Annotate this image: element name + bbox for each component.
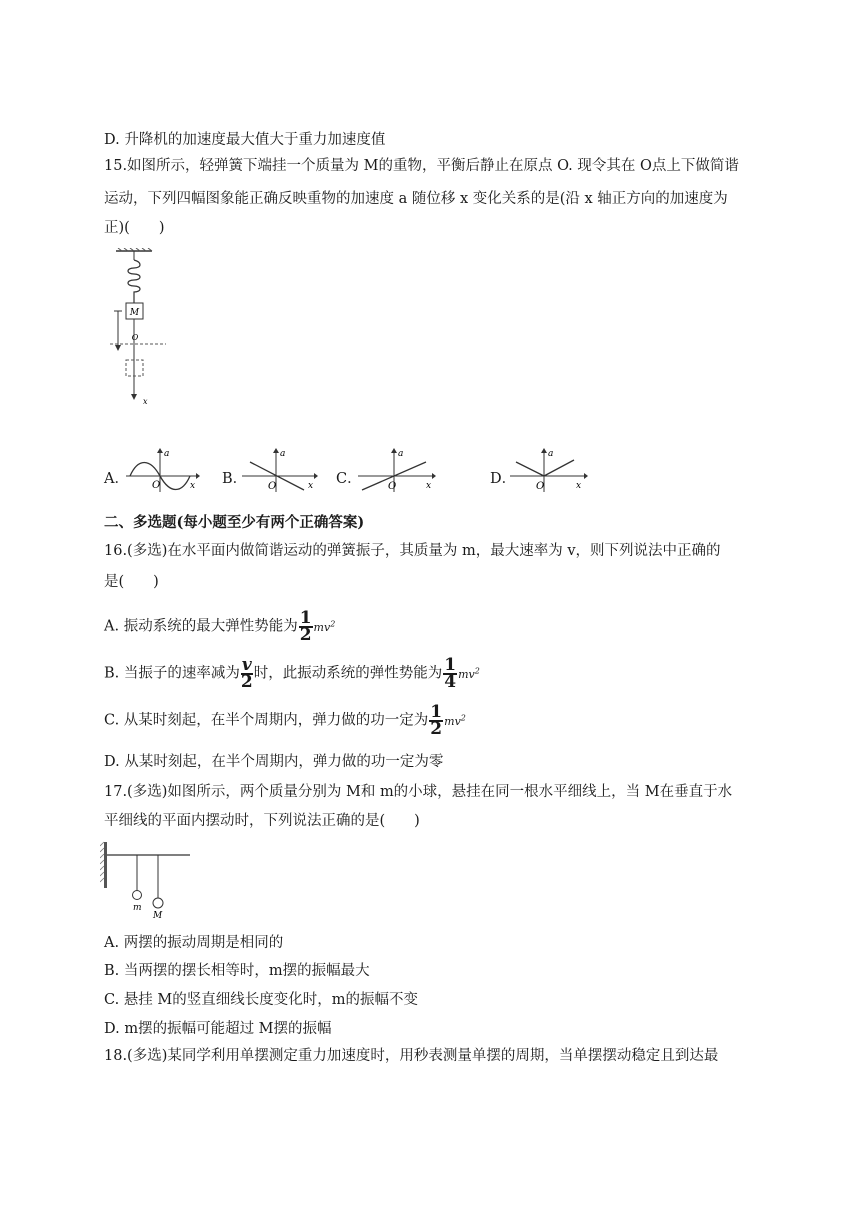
q17-option-b: B. 当两摆的摆长相等时，m摆的振幅最大 <box>104 963 370 979</box>
option-c-a-label: a <box>398 449 404 459</box>
section-2-heading: 二、多选题(每小题至少有两个正确答案) <box>104 514 365 531</box>
q15-option-c-graph <box>356 448 436 494</box>
fig15-origin-label: O <box>131 333 139 342</box>
pendulum-figure <box>100 840 196 920</box>
fig17-m-label: m <box>133 903 142 913</box>
option-c-o-label: O <box>388 481 397 492</box>
option-a-o-label: O <box>152 480 161 491</box>
q16-stem-line1: 16.(多选)在水平面内做简谐运动的弹簧振子，其质量为 m，最大速率为 v，则下列说法中正确的 <box>104 543 721 559</box>
q15-stem-line2: 运动，下列四幅图象能正确反映重物的加速度 a 随位移 x 变化关系的是(沿 x 轴正方向的加速度为 <box>104 191 728 207</box>
q18-stem-line1: 18.(多选)某同学利用单摆测定重力加速度时，用秒表测量单摆的周期，当单摆摆动稳定且到达最 <box>104 1048 719 1064</box>
q15-option-b-label: B． <box>222 471 248 487</box>
q15-stem-line3: 正)( ) <box>104 220 165 236</box>
q15-option-a-label: A． <box>104 471 129 487</box>
mv-squared: $mv^2$ <box>458 666 480 681</box>
q17-option-c: C. 悬挂 M的竖直细线长度变化时，m的振幅不变 <box>104 992 418 1008</box>
q15-option-c-label: C． <box>336 471 362 487</box>
fraction-one-half: $\frac{1}{2}$ <box>299 607 312 645</box>
q17-stem-line2: 平细线的平面内摆动时，下列说法正确的是( ) <box>104 813 420 829</box>
q16-option-c: C. 从某时刻起，在半个周期内，弹力做的功一定为 $\frac{1}{2}$ $mv^2$ <box>104 701 466 739</box>
q15-option-b-graph <box>240 448 318 494</box>
option-d-x-label: x <box>576 481 582 491</box>
q16-stem-line2: 是( ) <box>104 574 159 590</box>
option-c-x-label: x <box>426 481 432 491</box>
fig15-x-label: x <box>143 397 148 406</box>
mv-squared: $mv^2$ <box>444 713 466 728</box>
q17-option-a: A. 两摆的振动周期是相同的 <box>104 935 284 951</box>
q15-stem-line1: 15.如图所示，轻弹簧下端挂一个质量为 M的重物，平衡后静止在原点 O. 现令其在 O点上下做简谐 <box>104 158 739 174</box>
q16-option-a: A. 振动系统的最大弹性势能为 $\frac{1}{2}$ $mv^2$ <box>104 607 336 645</box>
mv-squared: $mv^2$ <box>313 619 336 634</box>
option-a-x-label: x <box>190 481 196 491</box>
fig17-M-label: M <box>153 911 163 920</box>
option-d-a-label: a <box>548 449 554 459</box>
q15-option-d-label: D． <box>490 471 517 487</box>
fraction-one-quarter: $\frac{1}{4}$ <box>444 654 457 692</box>
option-a-a-label: a <box>164 449 170 459</box>
option-b-a-label: a <box>280 449 286 459</box>
q17-stem-line1: 17.(多选)如图所示，两个质量分别为 M和 m的小球，悬挂在同一根水平细线上，当 M在垂直于水 <box>104 784 733 800</box>
q15-option-a-graph <box>124 448 200 494</box>
option-b-o-label: O <box>268 481 277 492</box>
q14-option-d: D. 升降机的加速度最大值大于重力加速度值 <box>104 132 386 148</box>
fraction-one-half: $\frac{1}{2}$ <box>430 701 443 739</box>
q16-option-d: D. 从某时刻起，在半个周期内，弹力做的功一定为零 <box>104 754 444 770</box>
q16-option-b: B. 当振子的速率减为 $\frac{v}{2}$ 时，此振动系统的弹性势能为 $\frac{1}{4}$ $mv^2$ <box>104 654 480 692</box>
spring-mass-figure <box>104 248 174 408</box>
option-b-x-label: x <box>308 481 314 491</box>
q17-option-d: D. m摆的振幅可能超过 M摆的振幅 <box>104 1021 332 1037</box>
q15-option-d-graph <box>508 448 588 494</box>
fraction-v-over-2: $\frac{v}{2}$ <box>240 654 253 692</box>
fig15-mass-label: M <box>129 308 140 318</box>
option-d-o-label: O <box>536 481 545 492</box>
